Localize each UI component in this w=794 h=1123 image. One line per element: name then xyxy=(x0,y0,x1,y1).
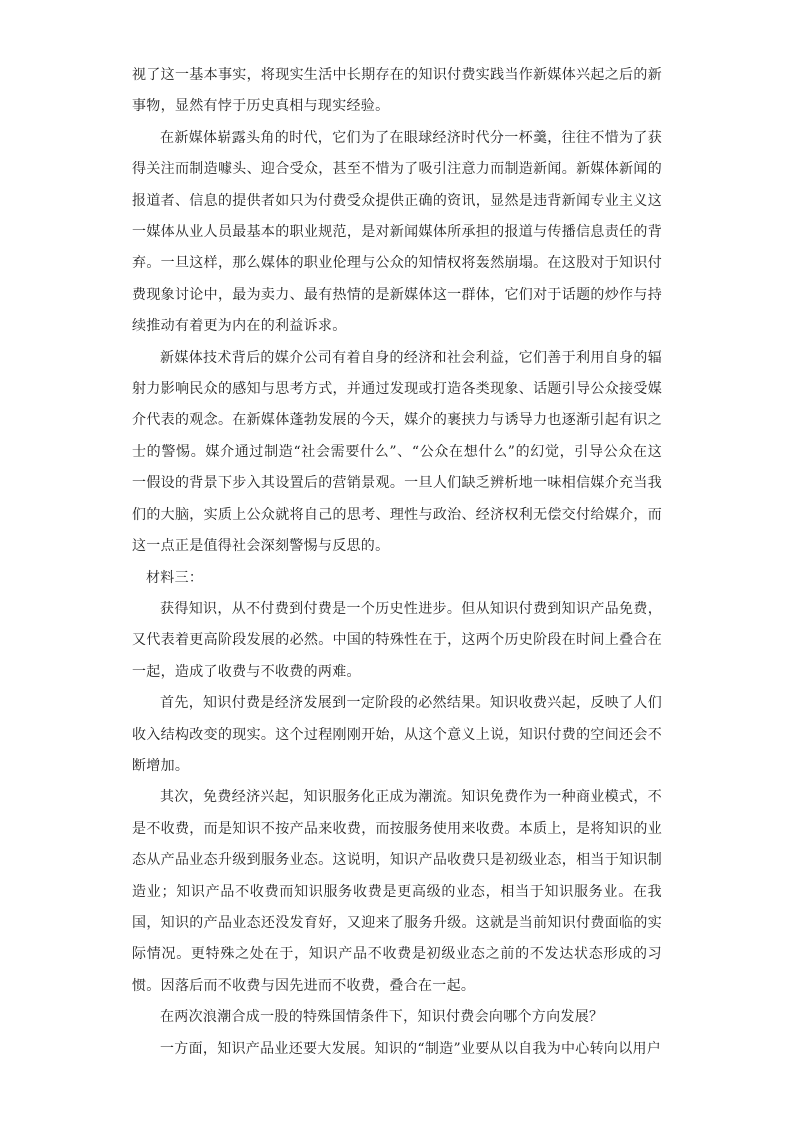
document-page xyxy=(132,60,662,1065)
paragraph-2: 在新媒体崭露头角的时代，它们为了在眼球经济时代分一杯羹，往往不惜为了获得关注而制造噱头、迎合受众，甚至不惜为了吸引注意力而制造新闻。新媒体新闻的报道者、信息的提供者如只为付费受众提供正确的资讯，显然是违背新闻专业主义这一媒体从业人员最基本的职业规范，是对新闻媒体所承担的报道与传播信息责任的背弃。一旦这样，那么媒体的职业伦理与公众的知情权将轰然崩塌。在这股对于知识付费现象讨论中，最为卖力、最有热情的是新媒体这一群体，它们对于话题的炒作与持续推动有着更为内在的利益诉求。 xyxy=(132,129,662,335)
paragraph-1: 视了这一基本事实，将现实生活中长期存在的知识付费实践当作新媒体兴起之后的新事物，显然有悖于历史真相与现实经验。 xyxy=(132,67,662,115)
section-heading-material-3: 材料三： xyxy=(146,569,204,586)
paragraph-4: 获得知识，从不付费到付费是一个历史性进步。但从知识付费到知识产品免费，又代表着更高阶段发展的必然。中国的特殊性在于，这两个历史阶段在时间上叠合在一起，造成了收费与不收费的两难。 xyxy=(132,600,662,680)
paragraph-7: 在两次浪潮合成一股的特殊国情条件下，知识付费会向哪个方向发展？ xyxy=(160,1009,604,1026)
paragraph-3: 新媒体技术背后的媒介公司有着自身的经济和社会利益，它们善于利用自身的辐射力影响民众的感知与思考方式，并通过发现或打造各类现象、话题引导公众接受媒介代表的观念。在新媒体蓬勃发展的今天，媒介的裹挟力与诱导力也逐渐引起有识之士的警惕。媒介通过制造“社会需要什么”、“公众在想什么”的幻觉，引导公众在这一假设的背景下步入其设置后的营销景观。一旦人们缺乏辨析地一味相信媒介充当我们的大脑，实质上公众就将自己的思考、理性与政治、经济权利无偿交付给媒介，而这一点正是值得社会深刻警惕与反思的。 xyxy=(132,349,662,555)
paragraph-6: 其次，免费经济兴起，知识服务化正成为潮流。知识免费作为一种商业模式，不是不收费，而是知识不按产品来收费，而按服务使用来收费。本质上，是将知识的业态从产品业态升级到服务业态。这说明，知识产品收费只是初级业态，相当于知识制造业；知识产品不收费而知识服务收费是更高级的业态，相当于知识服务业。在我国，知识的产品业态还没发育好，又迎来了服务升级。这就是当前知识付费面临的实际情况。更特殊之处在于，知识产品不收费是初级业态之前的不发达状态形成的习惯。因落后而不收费与因先进而不收费，叠合在一起。 xyxy=(132,789,662,994)
paragraph-5: 首先，知识付费是经济发展到一定阶段的必然结果。知识收费兴起，反映了人们收入结构改变的现实。这个过程刚刚开始，从这个意义上说，知识付费的空间还会不断增加。 xyxy=(132,695,662,774)
paragraph-8: 一方面，知识产品业还要大发展。知识的“制造”业要从以自我为中心转向以用户 xyxy=(160,1040,662,1057)
